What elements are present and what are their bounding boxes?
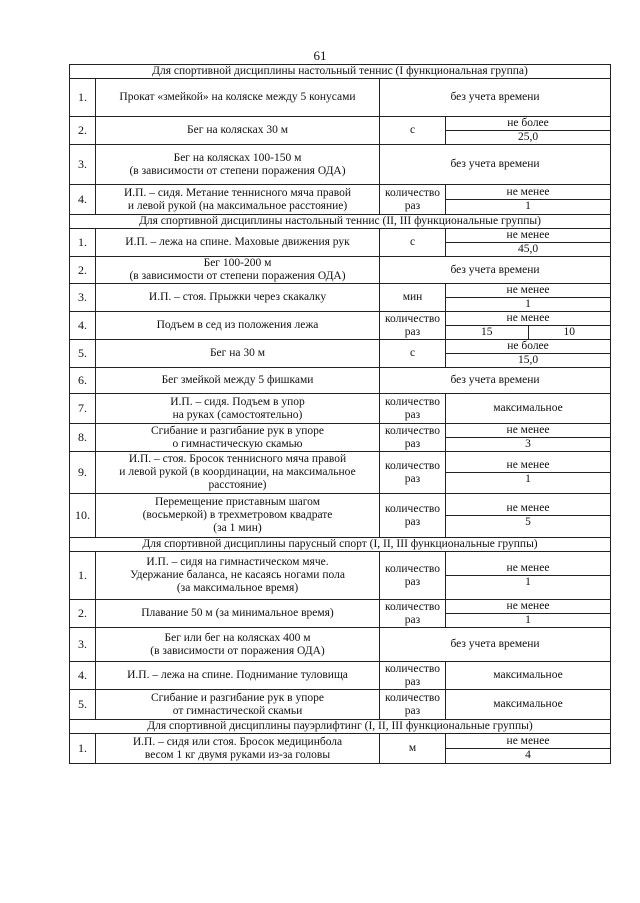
requirement: не менее: [446, 600, 610, 614]
unit: количество раз: [380, 600, 446, 628]
table-row: [70, 600, 611, 628]
row-number: 6.: [70, 368, 96, 394]
norm-value: 5: [525, 516, 531, 528]
unit: количество раз: [380, 424, 446, 452]
norm-cell: [446, 229, 611, 257]
norm-cell: [446, 494, 611, 538]
unit: мин: [380, 284, 446, 312]
row-number: 1.: [70, 552, 96, 600]
row-number: 5.: [70, 340, 96, 368]
page-number: 61: [313, 48, 327, 63]
norm-cell: [446, 690, 611, 720]
requirement: не менее: [446, 424, 610, 438]
exercise-name: И.П. – стоя. Бросок теннисного мяча правой и левой рукой (в координации, на максимальное расстояние): [96, 452, 380, 494]
norm-value: 1: [525, 473, 531, 485]
section-header-row: [70, 215, 611, 229]
norm-value: без учета времени: [380, 257, 611, 284]
requirement: не менее: [446, 284, 610, 298]
norms-table: [69, 64, 611, 764]
unit: количество раз: [380, 394, 446, 424]
requirement: не менее: [446, 186, 610, 200]
norm-cell: [446, 117, 611, 145]
unit: с: [380, 117, 446, 145]
norm-cell: [446, 552, 611, 600]
norm-value: 1: [525, 576, 531, 588]
table-row: [70, 690, 611, 720]
exercise-name: Прокат «змейкой» на коляске между 5 конусами: [96, 79, 380, 117]
section-title: Для спортивной дисциплины парусный спорт (I, II, III функциональные группы): [70, 538, 611, 552]
exercise-name: И.П. – лежа на спине. Маховые движения рук: [96, 229, 380, 257]
row-number: 3.: [70, 628, 96, 662]
table-row: [70, 340, 611, 368]
exercise-name: Сгибание и разгибание рук в упоре о гимнастическую скамью: [96, 424, 380, 452]
table-row: [70, 662, 611, 690]
requirement: не менее: [446, 502, 610, 516]
table-row: [70, 628, 611, 662]
table-row: [70, 79, 611, 117]
table-row: [70, 229, 611, 257]
exercise-name: Бег змейкой между 5 фишками: [96, 368, 380, 394]
exercise-name: Бег на 30 м: [96, 340, 380, 368]
unit: количество раз: [380, 662, 446, 690]
norm-cell: [446, 600, 611, 628]
row-number: 4.: [70, 312, 96, 340]
norm-value-2: 10: [528, 326, 611, 339]
norm-value: 25,0: [517, 131, 539, 143]
table-row: [70, 368, 611, 394]
norm-value: максимальное: [493, 402, 563, 414]
table-row: [70, 494, 611, 538]
row-number: 4.: [70, 662, 96, 690]
row-number: 8.: [70, 424, 96, 452]
table-row: [70, 257, 611, 284]
norm-value: 1: [525, 200, 531, 212]
section-header-row: [70, 538, 611, 552]
exercise-name: И.П. – сидя на гимнастическом мяче. Удержание баланса, не касаясь ногами пола (за максимальное время): [96, 552, 380, 600]
exercise-name: И.П. – сидя или стоя. Бросок медицинбола весом 1 кг двумя руками из-за головы: [96, 734, 380, 764]
norm-value: 45,0: [517, 243, 539, 255]
norm-value: без учета времени: [380, 145, 611, 185]
exercise-name: Бег на колясках 30 м: [96, 117, 380, 145]
requirement: не более: [446, 340, 610, 354]
norm-value: 1: [525, 298, 531, 310]
exercise-name: И.П. – сидя. Метание теннисного мяча правой и левой рукой (на максимальное расстояние): [96, 185, 380, 215]
exercise-name: Перемещение приставным шагом (восьмеркой) в трехметровом квадрате (за 1 мин): [96, 494, 380, 538]
norm-value: 3: [525, 438, 531, 450]
table-row: [70, 734, 611, 764]
exercise-name: И.П. – стоя. Прыжки через скакалку: [96, 284, 380, 312]
norm-value: 15: [481, 326, 493, 338]
section-title: Для спортивной дисциплины настольный теннис (II, III функциональные группы): [70, 215, 611, 229]
table-row: [70, 185, 611, 215]
exercise-name: Бег или бег на колясках 400 м (в зависимости от поражения ОДА): [96, 628, 380, 662]
section-header-row: [70, 65, 611, 79]
norm-cell: [446, 340, 611, 368]
row-number: 4.: [70, 185, 96, 215]
exercise-name: Бег на колясках 100-150 м (в зависимости от степени поражения ОДА): [96, 145, 380, 185]
table-row: [70, 552, 611, 600]
norm-value: без учета времени: [380, 79, 611, 117]
requirement: не менее: [446, 229, 610, 243]
requirement: не более: [446, 117, 610, 131]
exercise-name: И.П. – сидя. Подъем в упор на руках (самостоятельно): [96, 394, 380, 424]
norm-value: 1: [525, 614, 531, 626]
norm-cell: [446, 662, 611, 690]
value-split: [446, 326, 610, 339]
unit: количество раз: [380, 552, 446, 600]
norm-value: максимальное: [493, 698, 563, 710]
unit: с: [380, 340, 446, 368]
unit: количество раз: [380, 452, 446, 494]
exercise-name: Сгибание и разгибание рук в упоре от гимнастической скамьи: [96, 690, 380, 720]
table-row: [70, 145, 611, 185]
exercise-name: Плавание 50 м (за минимальное время): [96, 600, 380, 628]
requirement: не менее: [446, 735, 610, 749]
requirement: не менее: [446, 459, 610, 473]
norm-value: максимальное: [493, 669, 563, 681]
norm-value: без учета времени: [380, 368, 611, 394]
norm-cell: [446, 185, 611, 215]
unit: количество раз: [380, 312, 446, 340]
norm-value: без учета времени: [380, 628, 611, 662]
norm-value: 4: [525, 749, 531, 761]
norm-value: 15,0: [517, 354, 539, 366]
unit: количество раз: [380, 690, 446, 720]
unit: м: [380, 734, 446, 764]
norm-cell: [446, 452, 611, 494]
row-number: 10.: [70, 494, 96, 538]
norm-cell: [446, 424, 611, 452]
unit: с: [380, 229, 446, 257]
norm-cell: [446, 312, 611, 340]
norm-cell: [446, 284, 611, 312]
exercise-name: И.П. – лежа на спине. Поднимание туловища: [96, 662, 380, 690]
row-number: 3.: [70, 284, 96, 312]
row-number: 1.: [70, 79, 96, 117]
unit: количество раз: [380, 494, 446, 538]
exercise-name: Подъем в сед из положения лежа: [96, 312, 380, 340]
requirement: не менее: [446, 562, 610, 576]
section-title: Для спортивной дисциплины пауэрлифтинг (I, II, III функциональные группы): [70, 720, 611, 734]
row-number: 5.: [70, 690, 96, 720]
table-row: [70, 424, 611, 452]
row-number: 1.: [70, 734, 96, 764]
requirement: не менее: [446, 312, 610, 326]
row-number: 3.: [70, 145, 96, 185]
table-row: [70, 394, 611, 424]
table-row: [70, 452, 611, 494]
norm-cell: [446, 394, 611, 424]
row-number: 2.: [70, 117, 96, 145]
table-row: [70, 117, 611, 145]
row-number: 7.: [70, 394, 96, 424]
section-title: Для спортивной дисциплины настольный теннис (I функциональная группа): [70, 65, 611, 79]
unit: количество раз: [380, 185, 446, 215]
table-row: [70, 284, 611, 312]
row-number: 2.: [70, 600, 96, 628]
row-number: 9.: [70, 452, 96, 494]
norm-cell: [446, 734, 611, 764]
row-number: 1.: [70, 229, 96, 257]
row-number: 2.: [70, 257, 96, 284]
section-header-row: [70, 720, 611, 734]
exercise-name: Бег 100-200 м (в зависимости от степени поражения ОДА): [96, 257, 380, 284]
table-row: [70, 312, 611, 340]
